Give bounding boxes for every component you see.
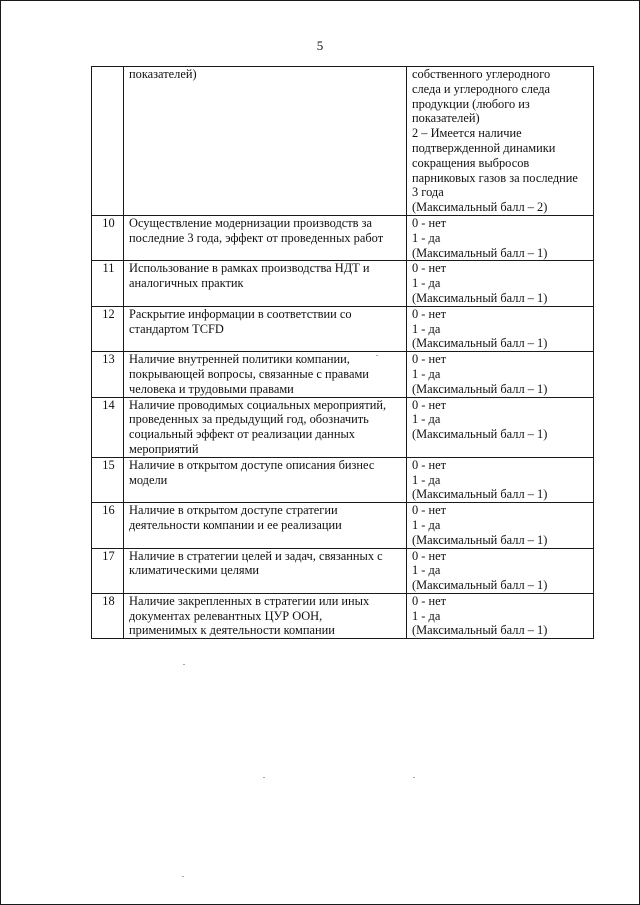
row-number: 18 — [92, 593, 124, 638]
scoring-cell — [407, 548, 594, 593]
criterion-text-line: Использование в рамках производства НДТ и — [129, 261, 370, 276]
scoring-cell — [407, 397, 594, 457]
scan-speck — [183, 664, 185, 665]
table-row — [92, 215, 594, 260]
scoring-text-line: (Максимальный балл – 1) — [412, 532, 548, 547]
scoring-text-line: 1 - да — [412, 321, 441, 336]
table-row — [92, 67, 594, 216]
criterion-text-line: Наличие в открытом доступе стратегии — [129, 503, 338, 518]
scoring-text-line: 1 - да — [412, 230, 441, 245]
scoring-cell — [407, 215, 594, 260]
scoring-text-line: (Максимальный балл – 1) — [412, 487, 548, 502]
table-row — [92, 548, 594, 593]
scoring-cell — [407, 67, 594, 216]
scoring-text-line: (Максимальный балл – 1) — [412, 578, 548, 593]
scoring-text-line: 1 - да — [412, 472, 441, 487]
scoring-cell — [407, 593, 594, 638]
scoring-text-line: 1 - да — [412, 563, 441, 578]
table-row — [92, 261, 594, 306]
criterion-text-line: проведенных за предыдущий год, обозначить — [129, 412, 369, 427]
criterion-cell — [124, 593, 407, 638]
row-number: 11 — [92, 261, 124, 306]
scoring-cell — [407, 503, 594, 548]
scan-speck — [182, 876, 184, 877]
scoring-text-line: (Максимальный балл – 2) — [412, 200, 548, 215]
scan-speck — [376, 355, 378, 356]
table-row — [92, 593, 594, 638]
scoring-text-line: сокращения выбросов — [412, 155, 530, 170]
scoring-text-line: 1 - да — [412, 517, 441, 532]
row-number: 12 — [92, 306, 124, 351]
criterion-cell — [124, 457, 407, 502]
criterion-text-line: Раскрытие информации в соответствии со — [129, 306, 352, 321]
scoring-text-line: 0 - нет — [412, 457, 447, 472]
criterion-text-line: человека и трудовыми правами — [129, 381, 294, 396]
criterion-text-line: Наличие в открытом доступе описания бизнес — [129, 457, 375, 472]
criterion-text-line: социальный эффект от реализации данных — [129, 427, 355, 442]
scoring-cell — [407, 306, 594, 351]
table-row — [92, 397, 594, 457]
criterion-text-line: мероприятий — [129, 441, 199, 456]
criterion-cell — [124, 306, 407, 351]
scoring-text-line: 1 - да — [412, 366, 441, 381]
scoring-text-line: 0 - нет — [412, 215, 447, 230]
criterion-text-line: показателей) — [129, 67, 197, 81]
criterion-text-line: Осуществление модернизации производств за — [129, 215, 373, 230]
scoring-text-line: подтвержденной динамики — [412, 140, 556, 155]
table-row — [92, 352, 594, 397]
scoring-text-line: следа и углеродного следа — [412, 81, 551, 96]
criterion-cell — [124, 67, 407, 216]
scoring-text-line: 0 - нет — [412, 306, 447, 321]
scoring-text-line: (Максимальный балл – 1) — [412, 245, 548, 260]
criterion-cell — [124, 503, 407, 548]
scoring-text-line: 0 - нет — [412, 352, 447, 367]
row-number: 13 — [92, 352, 124, 397]
criterion-text-line: стандартом TCFD — [129, 321, 224, 336]
criterion-text-line: последние 3 года, эффект от проведенных работ — [129, 230, 384, 245]
criterion-text-line: деятельности компании и ее реализации — [129, 517, 342, 532]
scoring-text-line: 0 - нет — [412, 261, 447, 276]
scoring-text-line: 3 года — [412, 185, 444, 200]
table-row — [92, 306, 594, 351]
row-number: 16 — [92, 503, 124, 548]
criterion-text-line: Наличие проводимых социальных мероприятий, — [129, 397, 387, 412]
criterion-cell — [124, 352, 407, 397]
criterion-cell — [124, 215, 407, 260]
criterion-text-line: климатическими целями — [129, 563, 260, 578]
row-number: 14 — [92, 397, 124, 457]
table-row — [92, 503, 594, 548]
scoring-text-line: парниковых газов за последние — [412, 170, 578, 185]
criterion-text-line: покрывающей вопросы, связанные с правами — [129, 366, 369, 381]
scoring-text-line: 0 - нет — [412, 503, 447, 518]
row-number: 17 — [92, 548, 124, 593]
scoring-text-line: (Максимальный балл – 1) — [412, 427, 548, 442]
row-number — [92, 67, 124, 216]
scoring-text-line: 0 - нет — [412, 593, 447, 608]
criterion-cell — [124, 548, 407, 593]
table-row — [92, 457, 594, 502]
scoring-text-line: 0 - нет — [412, 397, 447, 412]
criterion-text-line: применимых к деятельности компании — [129, 623, 335, 638]
criteria-table-body — [92, 67, 594, 639]
criterion-text-line: документах релевантных ЦУР ООН, — [129, 608, 323, 623]
scoring-text-line: (Максимальный балл – 1) — [412, 336, 548, 351]
criterion-cell — [124, 261, 407, 306]
scoring-text-line: 0 - нет — [412, 548, 447, 563]
scoring-text-line: 1 - да — [412, 412, 441, 427]
scoring-text-line: 2 – Имеется наличие — [412, 126, 522, 141]
scoring-text-line: (Максимальный балл – 1) — [412, 623, 548, 638]
criteria-table — [91, 66, 594, 639]
page-number: 5 — [316, 38, 324, 53]
criterion-text-line: Наличие внутренней политики компании, — [129, 352, 350, 367]
row-number: 15 — [92, 457, 124, 502]
criterion-text-line: модели — [129, 472, 168, 487]
row-number: 10 — [92, 215, 124, 260]
scoring-cell — [407, 352, 594, 397]
scoring-text-line: показателей) — [412, 111, 480, 126]
scoring-text-line: (Максимальный балл – 1) — [412, 290, 548, 305]
scoring-cell — [407, 261, 594, 306]
scoring-text-line: продукции (любого из — [412, 96, 530, 111]
scan-speck — [263, 777, 265, 778]
criterion-cell — [124, 397, 407, 457]
scoring-cell — [407, 457, 594, 502]
scoring-text-line: (Максимальный балл – 1) — [412, 381, 548, 396]
criterion-text-line: аналогичных практик — [129, 276, 244, 291]
criterion-text-line: Наличие закрепленных в стратегии или иных — [129, 593, 370, 608]
criterion-text-line: Наличие в стратегии целей и задач, связанных с — [129, 548, 383, 563]
scan-speck — [413, 777, 415, 778]
scoring-text-line: 1 - да — [412, 276, 441, 291]
scoring-text-line: собственного углеродного — [412, 67, 551, 81]
scoring-text-line: 1 - да — [412, 608, 441, 623]
